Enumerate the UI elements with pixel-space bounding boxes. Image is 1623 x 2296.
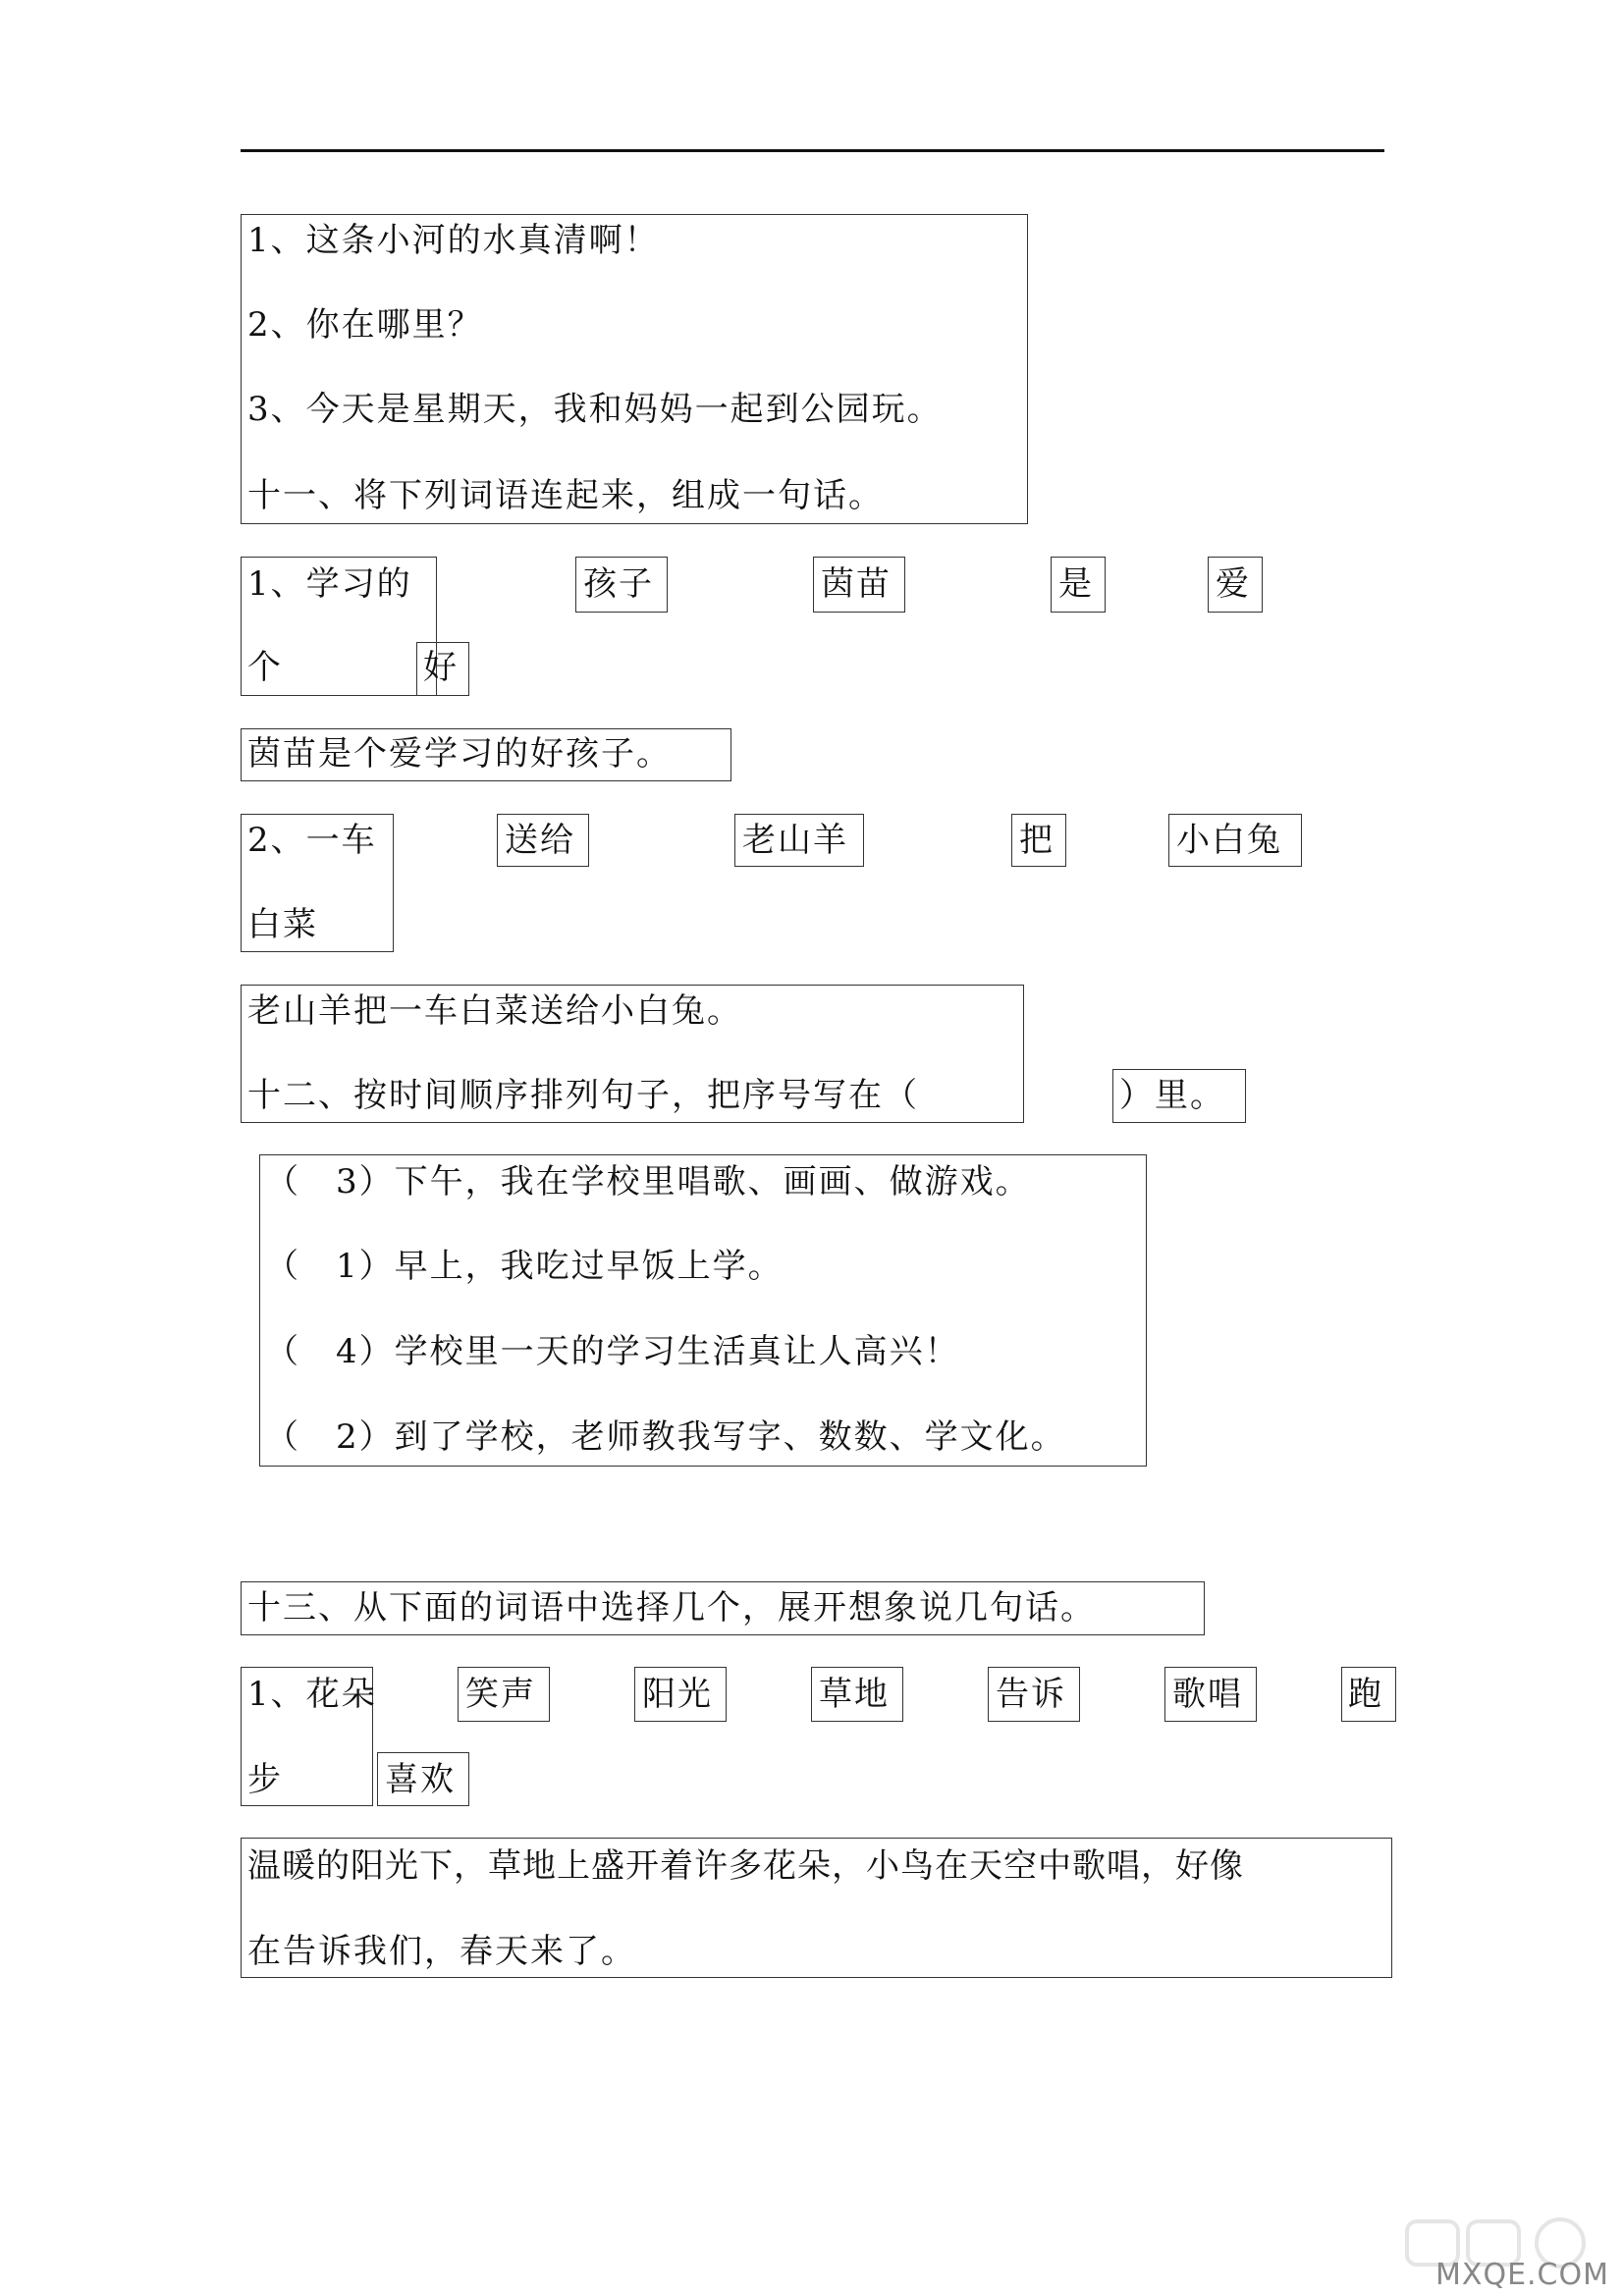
- s13-first-word: 1、花朵: [247, 1675, 377, 1714]
- section10-item-2: 2、你在哪里？: [247, 305, 483, 345]
- s13-word-5: 歌唱: [1172, 1675, 1243, 1714]
- s13-word-7: 喜欢: [385, 1760, 456, 1799]
- watermark-text: MXQE.COM: [1435, 2258, 1609, 2292]
- q1-answer: 茵苗是个爱学习的好孩子。: [247, 734, 672, 774]
- q2-word-2: 老山羊: [742, 821, 848, 860]
- q1-word-2: 茵苗: [821, 564, 892, 604]
- s13-first-word-cont: 步: [247, 1760, 283, 1799]
- header-rule: [241, 149, 1384, 152]
- q2-word-3: 把: [1019, 821, 1055, 860]
- section10-item-3: 3、今天是星期天，我和妈妈一起到公园玩。: [247, 390, 943, 429]
- q2-first-word: 2、一车: [247, 821, 377, 860]
- section12-item-4: （ 2）到了学校，老师教我写字、数数、学文化。: [265, 1417, 1066, 1457]
- s13-answer-line2: 在告诉我们，春天来了。: [247, 1932, 636, 1971]
- q1-first-word: 1、学习的: [247, 564, 412, 604]
- q1-word-1: 孩子: [583, 564, 654, 604]
- section10-item-1: 1、这条小河的水真清啊！: [247, 221, 660, 260]
- s13-word-1: 笑声: [465, 1675, 536, 1714]
- section12-heading-b: ）里。: [1119, 1076, 1225, 1115]
- q1-first-word-cont: 个: [247, 648, 283, 687]
- s13-word-6: 跑: [1348, 1675, 1383, 1714]
- section13-heading: 十三、从下面的词语中选择几个，展开想象说几句话。: [247, 1588, 1096, 1628]
- s13-word-3: 草地: [819, 1675, 890, 1714]
- s13-word-4: 告诉: [996, 1675, 1066, 1714]
- q1-word-5: 好: [423, 648, 459, 687]
- q1-word-4: 爱: [1216, 564, 1251, 604]
- q2-first-word-cont: 白菜: [247, 905, 318, 944]
- section12-item-2: （ 1）早上，我吃过早饭上学。: [265, 1247, 784, 1286]
- q2-word-1: 送给: [505, 821, 575, 860]
- section11-heading: 十一、将下列词语连起来，组成一句话。: [247, 476, 884, 515]
- q2-word-4: 小白兔: [1176, 821, 1282, 860]
- q2-answer: 老山羊把一车白菜送给小白兔。: [247, 991, 742, 1031]
- s13-word-2: 阳光: [642, 1675, 713, 1714]
- q1-word-3: 是: [1058, 564, 1094, 604]
- section12-item-3: （ 4）学校里一天的学习生活真让人高兴！: [265, 1332, 960, 1371]
- section12-item-1: （ 3）下午，我在学校里唱歌、画画、做游戏。: [265, 1162, 1031, 1201]
- section12-heading-a: 十二、按时间顺序排列句子，把序号写在（: [247, 1076, 919, 1115]
- s13-answer-line1: 温暖的阳光下，草地上盛开着许多花朵，小鸟在天空中歌唱，好像: [247, 1846, 1244, 1886]
